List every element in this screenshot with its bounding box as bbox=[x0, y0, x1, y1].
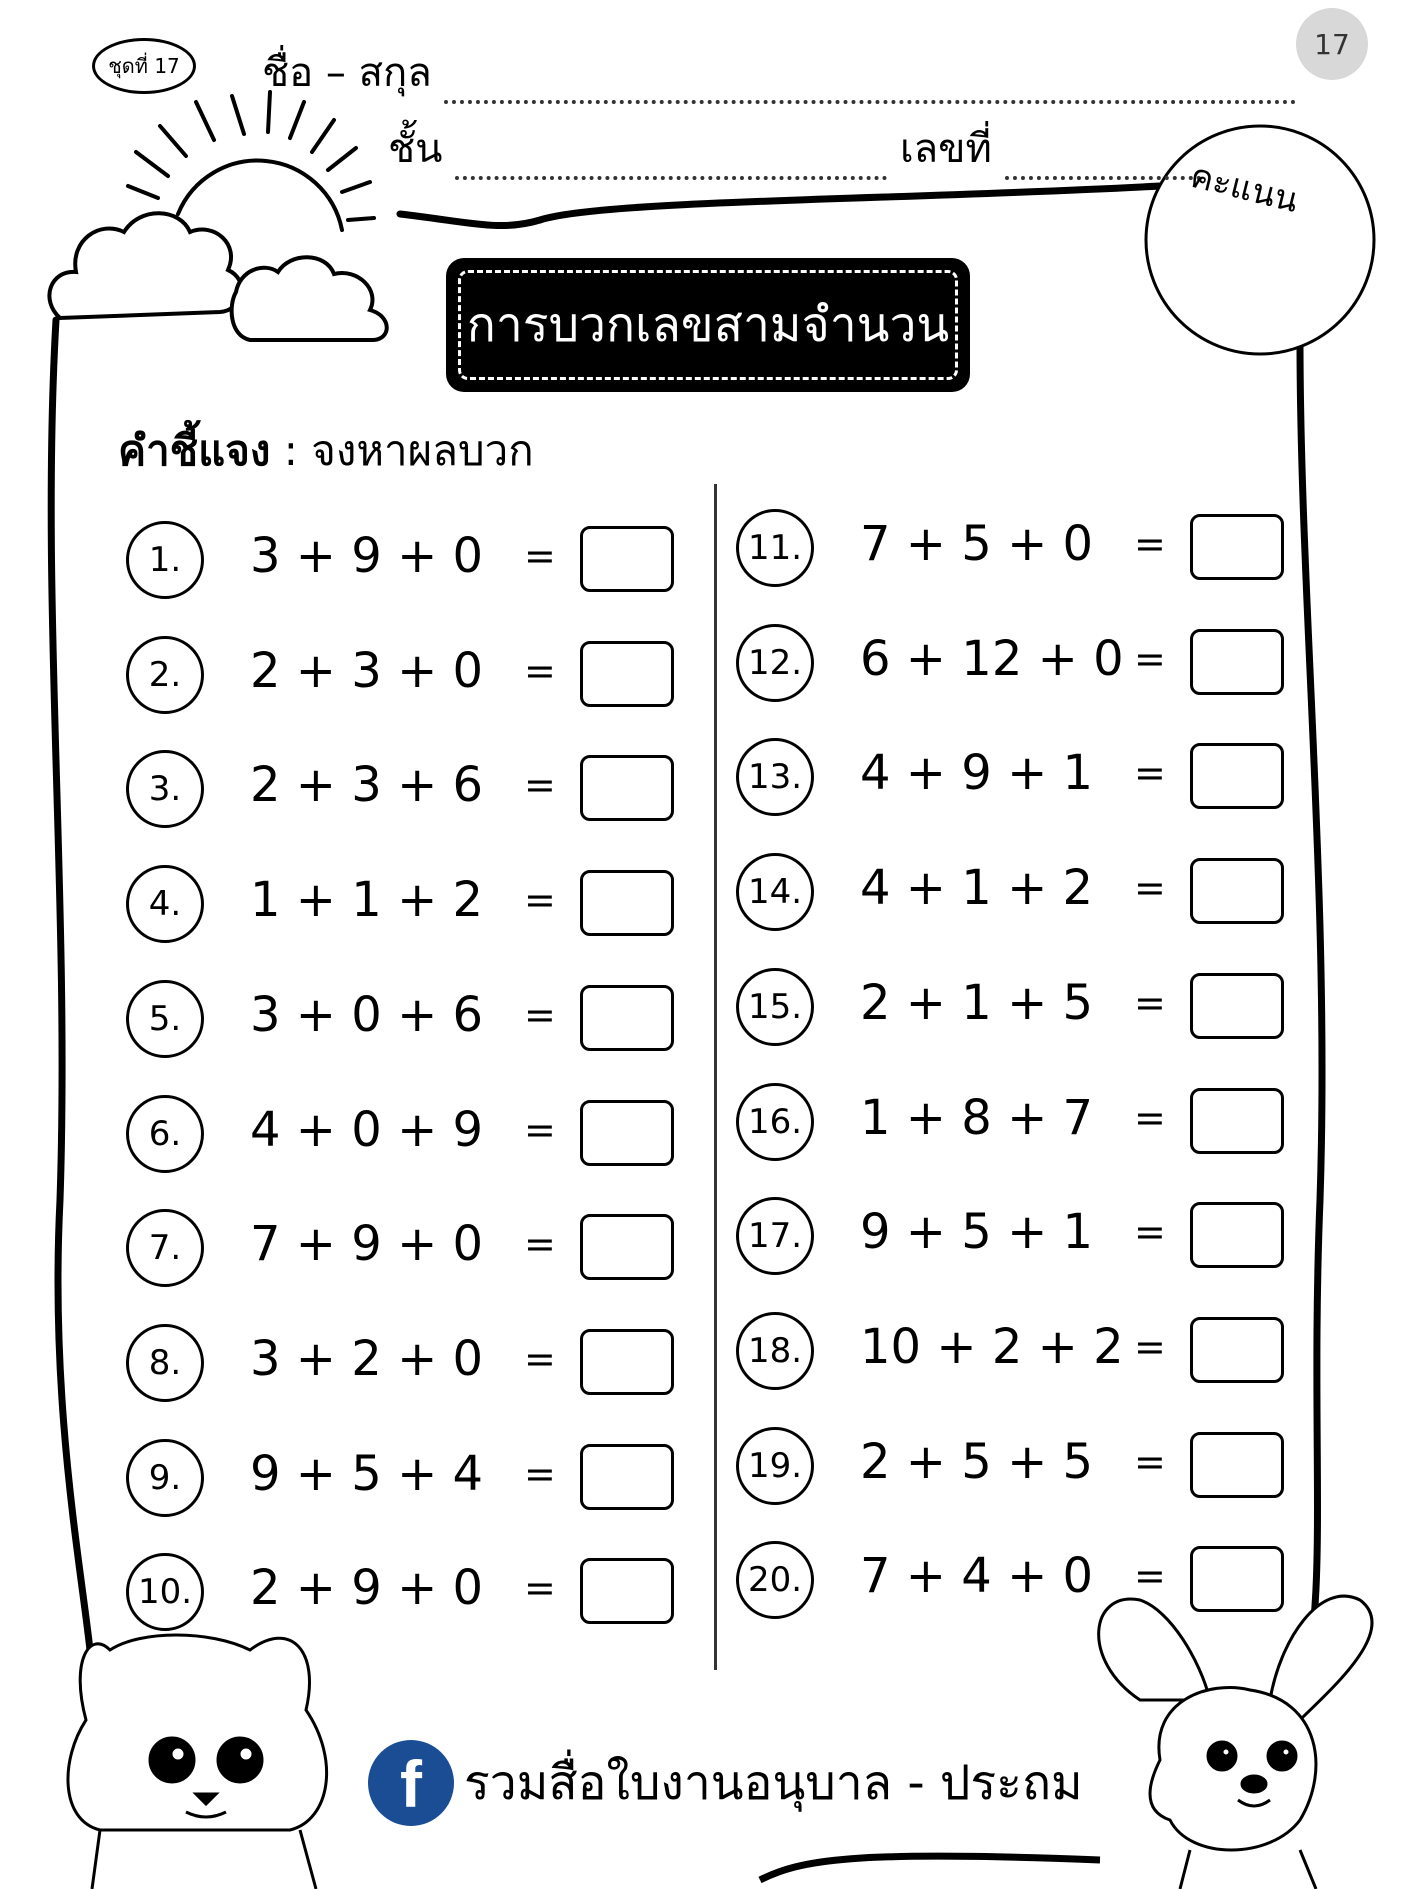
title-banner bbox=[446, 258, 970, 392]
answer-box[interactable] bbox=[1190, 1546, 1284, 1612]
answer-box[interactable] bbox=[580, 870, 674, 936]
equals-sign: = bbox=[524, 992, 556, 1037]
problem-expression: 7 + 9 + 0 bbox=[250, 1216, 484, 1273]
answer-box[interactable] bbox=[1190, 973, 1284, 1039]
problem-row bbox=[126, 1550, 686, 1630]
answer-box[interactable] bbox=[580, 985, 674, 1051]
problem-row bbox=[126, 1206, 686, 1286]
answer-box[interactable] bbox=[580, 1329, 674, 1395]
problem-number: 11. bbox=[736, 509, 814, 587]
problem-expression: 2 + 3 + 0 bbox=[250, 642, 484, 699]
equals-sign: = bbox=[1134, 1439, 1166, 1484]
score-label: คะแนน bbox=[1186, 155, 1303, 222]
cloud-icon bbox=[49, 213, 386, 340]
problem-row bbox=[736, 506, 1296, 586]
problem-number: 3. bbox=[126, 750, 204, 828]
problem-number: 13. bbox=[736, 738, 814, 816]
equals-sign: = bbox=[524, 534, 556, 578]
problem-row bbox=[736, 621, 1296, 701]
number-label: เลขที่ bbox=[899, 126, 992, 172]
problem-number: 12. bbox=[736, 624, 814, 702]
answer-box[interactable] bbox=[1190, 1432, 1284, 1498]
answer-box[interactable] bbox=[580, 1214, 674, 1280]
problem-row bbox=[126, 977, 686, 1057]
problem-row bbox=[736, 965, 1296, 1045]
equals-sign: = bbox=[1134, 980, 1166, 1025]
problem-expression: 10 + 2 + 2 bbox=[860, 1318, 1124, 1375]
problem-number: 8. bbox=[126, 1324, 204, 1402]
cat-illustration bbox=[68, 1635, 327, 1889]
answer-box[interactable] bbox=[580, 1100, 674, 1166]
equals-sign: = bbox=[524, 1336, 556, 1381]
equals-sign: = bbox=[524, 648, 556, 693]
equals-sign: = bbox=[1134, 751, 1166, 796]
answer-box[interactable] bbox=[580, 1444, 674, 1510]
answer-box[interactable] bbox=[580, 1558, 674, 1624]
answer-box[interactable] bbox=[1190, 514, 1284, 580]
problem-number: 4. bbox=[126, 865, 204, 943]
answer-box[interactable] bbox=[580, 526, 674, 592]
problem-row bbox=[736, 735, 1296, 815]
equals-sign: = bbox=[524, 1451, 556, 1496]
problem-row bbox=[126, 518, 686, 598]
instructions-label: คำชี้แจง bbox=[118, 426, 271, 475]
equals-sign: = bbox=[1134, 1210, 1166, 1255]
problem-row bbox=[736, 850, 1296, 930]
problem-number: 17. bbox=[736, 1197, 814, 1275]
answer-box[interactable] bbox=[580, 755, 674, 821]
problem-number: 20. bbox=[736, 1541, 814, 1619]
problem-expression: 4 + 0 + 9 bbox=[250, 1101, 484, 1158]
problem-expression: 4 + 1 + 2 bbox=[860, 860, 1094, 917]
sun-icon bbox=[128, 92, 374, 230]
problem-expression: 3 + 2 + 0 bbox=[250, 1330, 484, 1387]
problem-number: 15. bbox=[736, 968, 814, 1046]
equals-sign: = bbox=[524, 878, 556, 923]
problem-expression: 7 + 5 + 0 bbox=[860, 516, 1094, 572]
problem-row bbox=[126, 747, 686, 827]
answer-box[interactable] bbox=[580, 641, 674, 707]
class-label: ชั้น bbox=[388, 126, 443, 172]
name-blank[interactable] bbox=[444, 70, 1296, 104]
equals-sign: = bbox=[524, 1222, 556, 1267]
problem-row bbox=[736, 1424, 1296, 1504]
name-line bbox=[262, 40, 1296, 104]
column-divider bbox=[714, 484, 717, 1670]
problem-number: 14. bbox=[736, 853, 814, 931]
instructions-text: จงหาผลบวก bbox=[311, 426, 534, 475]
problem-row bbox=[736, 1194, 1296, 1274]
problem-expression: 2 + 1 + 5 bbox=[860, 974, 1094, 1031]
page-number-badge: 17 bbox=[1296, 8, 1368, 80]
problem-expression: 3 + 9 + 0 bbox=[250, 528, 484, 584]
problem-expression: 9 + 5 + 1 bbox=[860, 1204, 1094, 1261]
name-label: ชื่อ – สกุล bbox=[262, 50, 432, 96]
problem-number: 9. bbox=[126, 1439, 204, 1517]
equals-sign: = bbox=[1134, 866, 1166, 911]
class-blank[interactable] bbox=[455, 146, 887, 180]
problem-number: 6. bbox=[126, 1095, 204, 1173]
problem-expression: 6 + 12 + 0 bbox=[860, 630, 1124, 687]
answer-box[interactable] bbox=[1190, 858, 1284, 924]
equals-sign: = bbox=[1134, 522, 1166, 566]
answer-box[interactable] bbox=[1190, 1317, 1284, 1383]
problem-row bbox=[126, 1092, 686, 1172]
problem-number: 1. bbox=[126, 521, 204, 599]
facebook-icon[interactable]: f bbox=[368, 1740, 454, 1826]
problem-row bbox=[126, 862, 686, 942]
problem-expression: 9 + 5 + 4 bbox=[250, 1445, 484, 1502]
rabbit-illustration bbox=[1099, 1596, 1372, 1889]
equals-sign: = bbox=[1134, 1554, 1166, 1599]
footer-text: รวมสื่อใบงานอนุบาล - ประถม bbox=[464, 1755, 1083, 1811]
equals-sign: = bbox=[1134, 1324, 1166, 1369]
problem-number: 10. bbox=[126, 1553, 204, 1631]
problem-number: 18. bbox=[736, 1312, 814, 1390]
problem-expression: 1 + 1 + 2 bbox=[250, 872, 484, 929]
problem-expression: 3 + 0 + 6 bbox=[250, 986, 484, 1043]
instructions bbox=[118, 418, 534, 484]
problem-row bbox=[736, 1309, 1296, 1389]
problem-row bbox=[126, 633, 686, 713]
problem-expression: 7 + 4 + 0 bbox=[860, 1548, 1094, 1605]
number-blank[interactable] bbox=[1005, 146, 1201, 180]
problem-expression: 2 + 3 + 6 bbox=[250, 757, 484, 814]
problem-row bbox=[126, 1321, 686, 1401]
problem-row bbox=[126, 1436, 686, 1516]
problem-number: 7. bbox=[126, 1209, 204, 1287]
equals-sign: = bbox=[1134, 636, 1166, 681]
problem-number: 5. bbox=[126, 980, 204, 1058]
problem-row bbox=[736, 1080, 1296, 1160]
equals-sign: = bbox=[524, 763, 556, 808]
problem-number: 16. bbox=[736, 1083, 814, 1161]
problem-number: 2. bbox=[126, 636, 204, 714]
problem-number: 19. bbox=[736, 1427, 814, 1505]
answer-box[interactable] bbox=[1190, 1088, 1284, 1154]
equals-sign: = bbox=[524, 1566, 556, 1611]
set-label: ชุดที่ 17 bbox=[92, 38, 196, 94]
problem-row bbox=[736, 1538, 1296, 1618]
problem-expression: 4 + 9 + 1 bbox=[860, 745, 1094, 802]
class-line bbox=[388, 116, 1201, 180]
problem-expression: 2 + 5 + 5 bbox=[860, 1433, 1094, 1490]
footer bbox=[368, 1738, 1083, 1828]
answer-box[interactable] bbox=[1190, 629, 1284, 695]
answer-box[interactable] bbox=[1190, 1202, 1284, 1268]
equals-sign: = bbox=[1134, 1095, 1166, 1140]
problem-expression: 2 + 9 + 0 bbox=[250, 1560, 484, 1617]
page-title: การบวกเลขสามจำนวน bbox=[466, 297, 950, 353]
problem-expression: 1 + 8 + 7 bbox=[860, 1089, 1094, 1146]
instructions-separator: : bbox=[283, 426, 298, 475]
answer-box[interactable] bbox=[1190, 743, 1284, 809]
equals-sign: = bbox=[524, 1107, 556, 1152]
